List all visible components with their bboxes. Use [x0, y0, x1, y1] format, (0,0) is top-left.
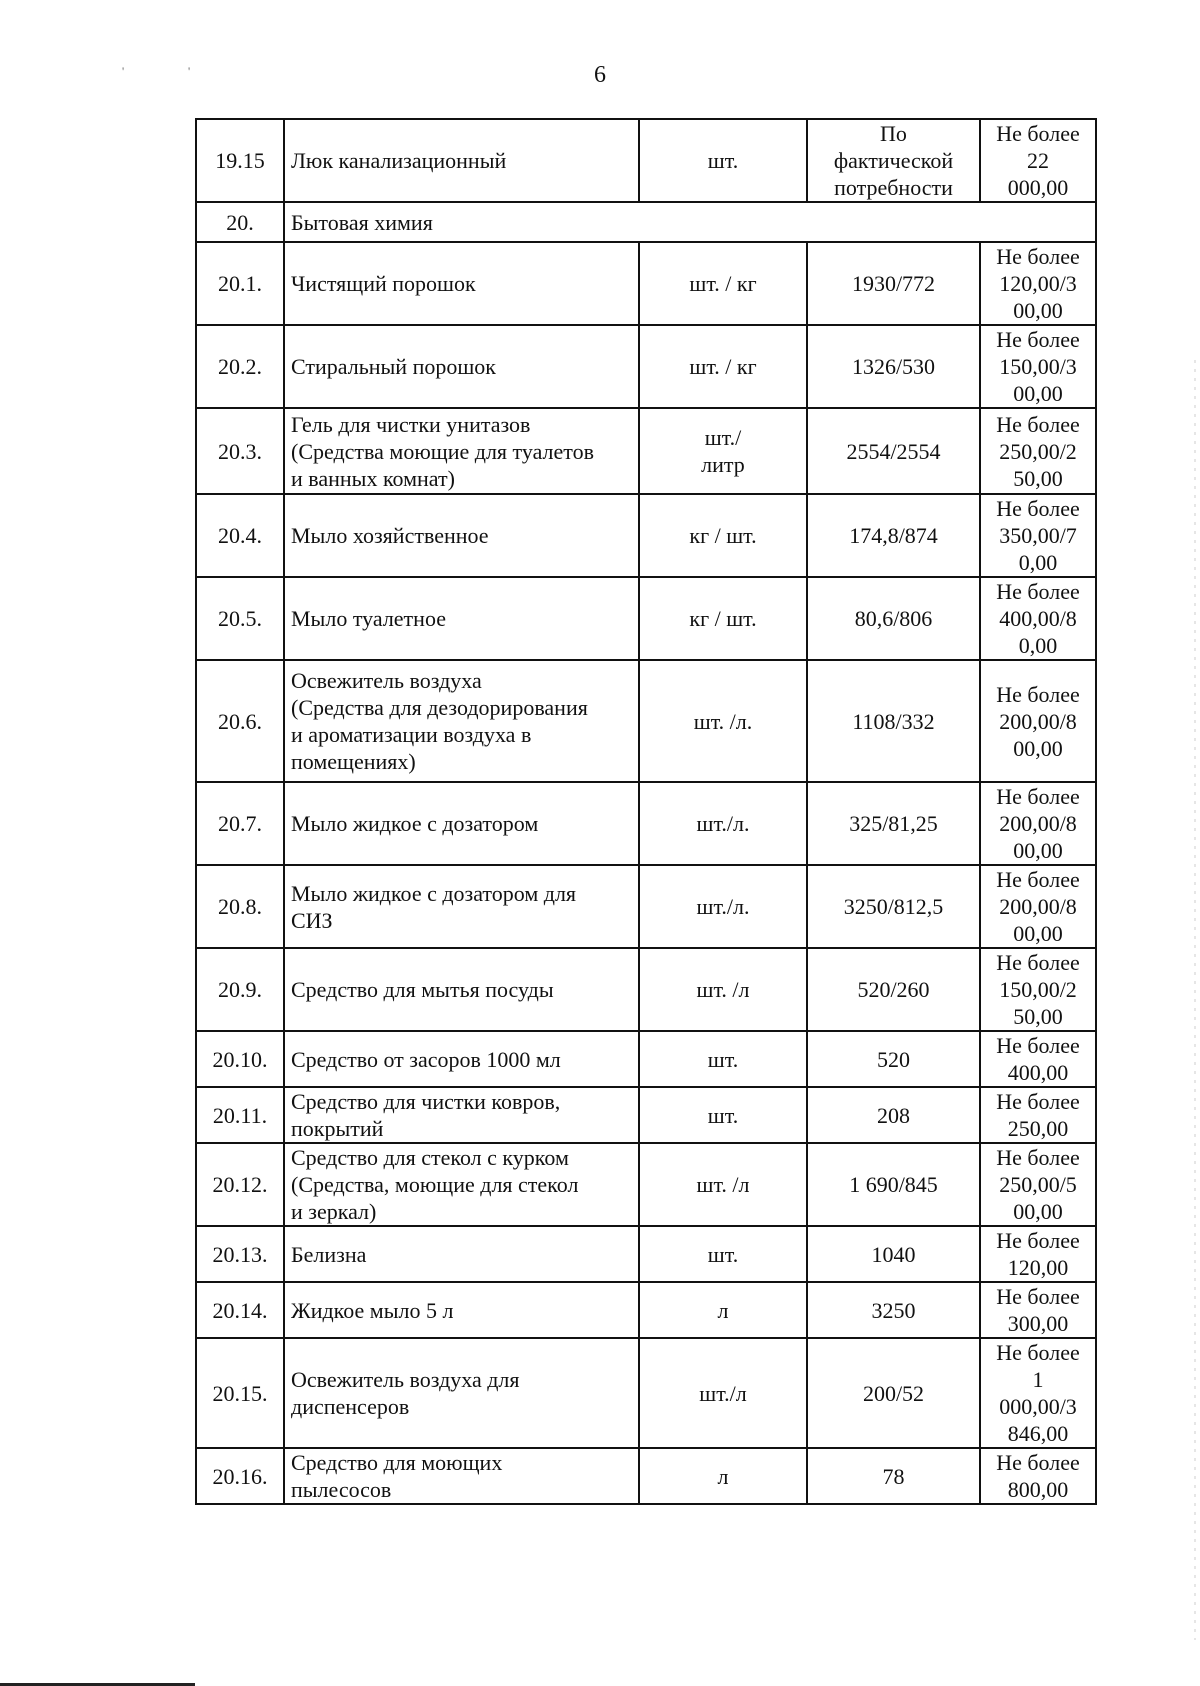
item-unit — [639, 948, 807, 1031]
item-price-line: Не более — [996, 1228, 1080, 1253]
item-quantity — [807, 242, 980, 325]
item-name-line: Гель для чистки унитазов — [291, 411, 531, 437]
item-quantity-line: 80,6/806 — [854, 606, 933, 631]
item-quantity — [807, 325, 980, 408]
item-price-line: 250,00 — [1007, 1116, 1069, 1141]
item-number: 20.10. — [196, 1031, 284, 1087]
section-number: 20. — [196, 202, 284, 242]
item-price-line: 00,00 — [1013, 735, 1063, 761]
item-unit — [639, 1448, 807, 1504]
table-row — [196, 242, 1096, 325]
item-name — [284, 577, 639, 660]
item-price-line: Не более — [996, 411, 1080, 437]
item-price-line: 00,00 — [1013, 381, 1063, 406]
item-price — [980, 1448, 1096, 1504]
item-name-line: Мыло туалетное — [291, 606, 446, 631]
item-quantity — [807, 782, 980, 865]
item-name — [284, 865, 639, 948]
table-row — [196, 408, 1096, 494]
item-price — [980, 660, 1096, 782]
item-unit-line: шт. /л. — [693, 708, 753, 734]
item-quantity-line: 78 — [882, 1463, 905, 1489]
item-price-line: Не более — [996, 1089, 1080, 1114]
item-name-line: Люк канализационный — [291, 148, 507, 173]
table-row — [196, 865, 1096, 948]
item-name-line: Мыло хозяйственное — [291, 523, 489, 548]
item-unit-line: шт./л. — [696, 894, 750, 919]
item-quantity-line: 1930/772 — [851, 271, 936, 296]
item-price — [980, 494, 1096, 577]
item-name — [284, 1087, 639, 1143]
item-price-line: 150,00/2 — [999, 977, 1077, 1002]
item-price-line: Не более — [996, 1340, 1080, 1365]
item-price-line: Не более — [996, 579, 1080, 604]
table-row — [196, 1087, 1096, 1143]
item-price-line: 00,00 — [1013, 298, 1063, 323]
item-name-line: и зеркал) — [291, 1199, 377, 1224]
item-number: 20.1. — [196, 242, 284, 325]
item-name — [284, 1226, 639, 1282]
item-unit — [639, 865, 807, 948]
item-price-line: 200,00/8 — [999, 894, 1077, 919]
item-price — [980, 408, 1096, 494]
item-unit — [639, 408, 807, 494]
item-price-line: 800,00 — [1007, 1477, 1069, 1502]
item-unit — [639, 577, 807, 660]
item-price-line: 00,00 — [1013, 838, 1063, 863]
item-price-line: 120,00 — [1007, 1255, 1069, 1280]
item-quantity-line: 174,8/874 — [849, 523, 938, 548]
item-price-line: 000,00/3 — [999, 1394, 1077, 1419]
item-number: 20.6. — [196, 660, 284, 782]
item-name-line: Стиральный порошок — [291, 354, 496, 379]
item-price-line: 200,00/8 — [999, 811, 1077, 836]
item-price — [980, 1282, 1096, 1338]
requirements-table — [195, 118, 1097, 1505]
item-name — [284, 1282, 639, 1338]
item-name-line: Мыло жидкое с дозатором — [291, 811, 539, 836]
item-price — [980, 242, 1096, 325]
item-name — [284, 1143, 639, 1226]
item-price-line: 400,00/8 — [999, 606, 1077, 631]
item-price — [980, 782, 1096, 865]
item-quantity-line: 520 — [877, 1046, 910, 1072]
item-name-line: (Средства для дезодорирования — [291, 695, 588, 720]
item-name-line: Чистящий порошок — [291, 271, 476, 296]
item-price-line: Не более — [996, 681, 1080, 707]
item-price-line: 0,00 — [1018, 633, 1058, 658]
item-quantity-line: 3250/812,5 — [843, 894, 944, 919]
item-price-line: 300,00 — [1007, 1311, 1069, 1336]
item-number: 20.2. — [196, 325, 284, 408]
table-row — [196, 660, 1096, 782]
item-quantity-line: 2554/2554 — [846, 438, 941, 464]
item-quantity-line: 200/52 — [862, 1380, 925, 1406]
item-price-line: Не более — [996, 867, 1080, 892]
item-unit-line: шт. / кг — [689, 271, 757, 296]
item-number: 20.16. — [196, 1448, 284, 1504]
item-name — [284, 948, 639, 1031]
item-number: 20.8. — [196, 865, 284, 948]
item-unit-line: шт./л. — [696, 811, 750, 836]
item-price-line: 000,00 — [1007, 175, 1069, 200]
item-name-line: Средство для моющих — [291, 1450, 503, 1475]
item-name-line: Белизна — [291, 1241, 367, 1267]
item-price-line: 846,00 — [1007, 1421, 1069, 1446]
item-unit — [639, 660, 807, 782]
item-price-line: 50,00 — [1013, 465, 1063, 491]
item-unit-line: литр — [701, 452, 745, 477]
item-price-line: Не более — [996, 950, 1080, 975]
section-title: Бытовая химия — [284, 202, 1096, 242]
item-price-line: 00,00 — [1013, 1199, 1063, 1224]
item-price-line: 400,00 — [1007, 1060, 1069, 1085]
item-unit-line: шт. — [707, 148, 739, 173]
item-unit — [639, 494, 807, 577]
item-name-line: и ароматизации воздуха в — [291, 722, 532, 747]
item-price — [980, 1087, 1096, 1143]
item-unit-line: шт. — [707, 1102, 739, 1128]
item-number: 20.13. — [196, 1226, 284, 1282]
item-price-line: 350,00/7 — [999, 523, 1077, 548]
item-name-line: Средство для мытья посуды — [291, 977, 554, 1002]
item-price-line: Не более — [996, 244, 1080, 269]
item-quantity-line: 325/81,25 — [849, 811, 938, 836]
item-unit-line: л — [717, 1297, 729, 1323]
item-name-line: Освежитель воздуха для — [291, 1367, 520, 1392]
table-row — [196, 1031, 1096, 1087]
item-unit — [639, 1031, 807, 1087]
item-price-line: 150,00/3 — [999, 354, 1077, 379]
item-quantity — [807, 948, 980, 1031]
item-number: 20.9. — [196, 948, 284, 1031]
item-quantity — [807, 408, 980, 494]
item-name — [284, 782, 639, 865]
item-unit-line: л — [717, 1463, 729, 1489]
item-name-line: Мыло жидкое с дозатором для — [291, 880, 577, 906]
item-name-line: Средство для чистки ковров, — [291, 1089, 561, 1114]
item-unit-line: шт. /л — [696, 977, 750, 1002]
item-unit — [639, 1226, 807, 1282]
item-name-line: (Средства моющие для туалетов — [291, 438, 594, 464]
item-number: 20.4. — [196, 494, 284, 577]
item-quantity-line: 1326/530 — [851, 354, 936, 379]
item-quantity — [807, 119, 980, 202]
item-quantity — [807, 1448, 980, 1504]
item-quantity — [807, 1282, 980, 1338]
item-quantity — [807, 865, 980, 948]
item-name-line: Жидкое мыло 5 л — [291, 1297, 454, 1323]
item-price-line: Не более — [996, 784, 1080, 809]
scan-edge — [1194, 360, 1196, 1640]
item-quantity — [807, 494, 980, 577]
item-unit — [639, 1282, 807, 1338]
item-unit-line: шт./л — [699, 1380, 747, 1406]
table-row — [196, 119, 1096, 202]
table-row — [196, 948, 1096, 1031]
item-name-line: (Средства, моющие для стекол — [291, 1172, 579, 1197]
table-body — [196, 119, 1096, 1504]
item-quantity-line: фактической — [833, 148, 954, 173]
item-price — [980, 1338, 1096, 1448]
item-unit — [639, 1087, 807, 1143]
item-price-line: 250,00/5 — [999, 1172, 1077, 1197]
item-quantity — [807, 1226, 980, 1282]
table-row — [196, 1448, 1096, 1504]
item-price-line: Не более — [996, 121, 1080, 146]
table-row — [196, 1143, 1096, 1226]
scan-mark: ' — [188, 64, 191, 78]
item-number: 19.15 — [196, 119, 284, 202]
item-price — [980, 1031, 1096, 1087]
item-unit — [639, 242, 807, 325]
item-name — [284, 1031, 639, 1087]
item-name-line: Средство от засоров 1000 мл — [291, 1046, 561, 1072]
item-price-line: 50,00 — [1013, 1004, 1063, 1029]
item-quantity — [807, 1087, 980, 1143]
item-price-line: 00,00 — [1013, 921, 1063, 946]
item-price-line: Не более — [996, 1145, 1080, 1170]
item-name — [284, 1338, 639, 1448]
item-quantity — [807, 1338, 980, 1448]
item-price — [980, 1143, 1096, 1226]
item-price-line: Не более — [996, 1284, 1080, 1309]
item-name — [284, 660, 639, 782]
item-name — [284, 1448, 639, 1504]
item-price-line: Не более — [996, 1033, 1080, 1058]
item-unit-line: шт. / кг — [689, 354, 757, 379]
item-unit — [639, 1143, 807, 1226]
item-price-line: 250,00/2 — [999, 438, 1077, 464]
item-name-line: Освежитель воздуха — [291, 668, 482, 693]
item-name — [284, 408, 639, 494]
item-price-line: 1 — [1032, 1367, 1044, 1392]
item-number: 20.3. — [196, 408, 284, 494]
item-unit-line: шт. — [707, 1046, 739, 1072]
item-number: 20.12. — [196, 1143, 284, 1226]
item-name-line: диспенсеров — [291, 1394, 410, 1419]
item-price-line: Не более — [996, 327, 1080, 352]
item-unit-line: шт./ — [704, 425, 742, 450]
item-price-line: 0,00 — [1018, 550, 1058, 575]
item-quantity-line: 1040 — [871, 1241, 916, 1267]
item-name-line: СИЗ — [291, 907, 333, 933]
item-quantity — [807, 577, 980, 660]
item-price — [980, 948, 1096, 1031]
item-quantity-line: 1108/332 — [852, 708, 935, 734]
item-name-line: покрытий — [291, 1116, 384, 1141]
item-quantity — [807, 1143, 980, 1226]
item-unit — [639, 119, 807, 202]
table-row — [196, 1338, 1096, 1448]
table-row — [196, 782, 1096, 865]
table-row — [196, 325, 1096, 408]
item-quantity-line: 208 — [877, 1102, 910, 1128]
item-name — [284, 325, 639, 408]
section-row — [196, 202, 1096, 242]
item-price-line: Не более — [996, 496, 1080, 521]
item-unit-line: кг / шт. — [689, 523, 757, 548]
item-price — [980, 577, 1096, 660]
table-row — [196, 1226, 1096, 1282]
item-price — [980, 119, 1096, 202]
item-name-line: помещениях) — [291, 749, 416, 774]
item-unit-line: шт. — [707, 1241, 739, 1267]
table-row — [196, 1282, 1096, 1338]
item-price — [980, 865, 1096, 948]
table-row — [196, 494, 1096, 577]
item-name — [284, 119, 639, 202]
item-price — [980, 1226, 1096, 1282]
item-unit — [639, 782, 807, 865]
item-price-line: 22 — [1027, 148, 1049, 173]
item-name — [284, 494, 639, 577]
scan-mark: ' — [122, 64, 125, 78]
item-number: 20.7. — [196, 782, 284, 865]
item-name-line: Средство для стекол с курком — [291, 1145, 569, 1170]
item-price-line: Не более — [996, 1450, 1080, 1475]
item-quantity — [807, 660, 980, 782]
item-price-line: 200,00/8 — [999, 708, 1077, 734]
item-unit-line: кг / шт. — [689, 606, 757, 631]
item-name — [284, 242, 639, 325]
item-quantity-line: 520/260 — [857, 977, 930, 1002]
item-number: 20.14. — [196, 1282, 284, 1338]
item-name-line: и ванных комнат) — [291, 465, 455, 491]
item-number: 20.15. — [196, 1338, 284, 1448]
item-price-line: 120,00/3 — [999, 271, 1077, 296]
item-quantity-line: По — [880, 121, 907, 146]
item-name-line: пылесосов — [291, 1477, 392, 1502]
item-unit — [639, 325, 807, 408]
item-price — [980, 325, 1096, 408]
table-row — [196, 577, 1096, 660]
item-number: 20.5. — [196, 577, 284, 660]
item-quantity-line: 1 690/845 — [849, 1172, 938, 1197]
item-number: 20.11. — [196, 1087, 284, 1143]
item-unit-line: шт. /л — [696, 1172, 750, 1197]
item-quantity-line: 3250 — [871, 1297, 916, 1323]
item-quantity-line: потребности — [834, 175, 953, 200]
page-number: 6 — [594, 62, 606, 88]
item-unit — [639, 1338, 807, 1448]
item-quantity — [807, 1031, 980, 1087]
